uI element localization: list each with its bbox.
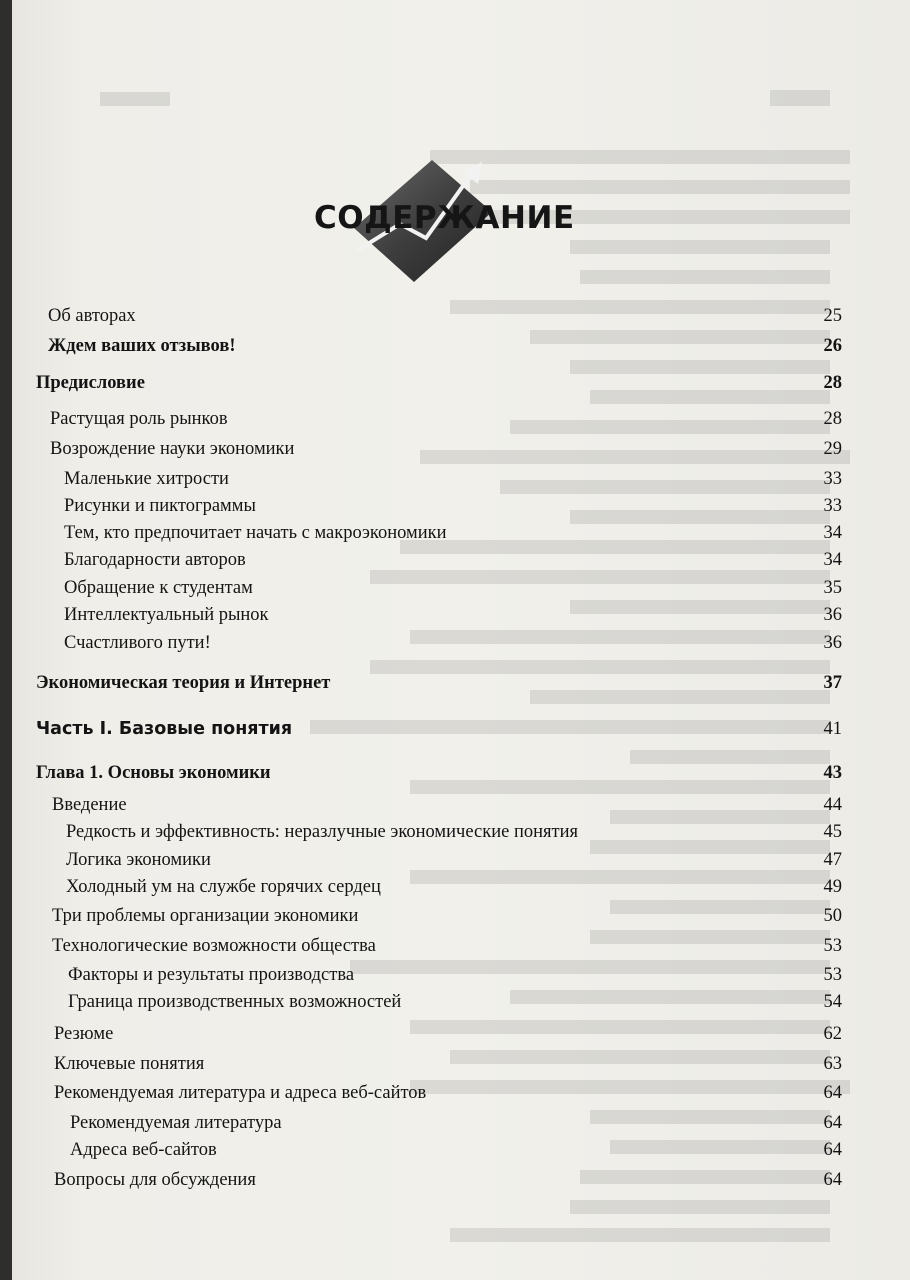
toc-entry-page: 26 xyxy=(823,336,842,356)
toc-entry xyxy=(12,903,910,929)
toc-entry xyxy=(12,520,910,546)
toc-entry xyxy=(12,1110,910,1136)
toc-entry-title: Вопросы для обсуждения xyxy=(54,1170,256,1190)
toc-entry-page: 44 xyxy=(823,795,842,815)
toc-entry xyxy=(12,303,910,329)
toc-entry-title: Рекомендуемая литература и адреса веб-сайтов xyxy=(54,1083,427,1103)
toc-entry xyxy=(12,670,910,696)
toc-entry xyxy=(12,819,910,845)
toc-entry-page: 37 xyxy=(823,673,842,693)
toc-entry xyxy=(12,333,910,359)
toc-entry xyxy=(12,406,910,432)
toc-entry-page: 64 xyxy=(823,1113,842,1133)
toc-entry-title: Редкость и эффективность: неразлучные экономические понятия xyxy=(66,822,578,842)
toc-entry-title: Резюме xyxy=(54,1024,114,1044)
toc-entry-title: Обращение к студентам xyxy=(64,578,253,598)
toc-entry-title: Введение xyxy=(52,795,127,815)
toc-entry-title: Интеллектуальный рынок xyxy=(64,605,269,625)
toc-entry-page: 63 xyxy=(823,1054,842,1074)
toc-chapter-entry xyxy=(12,760,910,786)
toc-entry xyxy=(12,466,910,492)
toc-entry-page: 64 xyxy=(823,1170,842,1190)
toc-entry-page: 43 xyxy=(823,763,842,783)
toc-entry xyxy=(12,547,910,573)
toc-entry-title: Счастливого пути! xyxy=(64,633,211,653)
toc-entry-page: 47 xyxy=(823,850,842,870)
toc-entry xyxy=(12,989,910,1015)
toc-entry-title: Возрождение науки экономики xyxy=(50,439,295,459)
toc-entry-page: 36 xyxy=(823,633,842,653)
toc-entry-page: 34 xyxy=(823,550,842,570)
toc-entry-title: Часть I. Базовые понятия xyxy=(36,719,293,739)
toc-entry-title: Три проблемы организации экономики xyxy=(52,906,359,926)
toc-entry xyxy=(12,1080,910,1106)
toc-entry-page: 28 xyxy=(823,373,842,393)
toc-entry-title: Адреса веб-сайтов xyxy=(70,1140,217,1160)
toc-entry-page: 54 xyxy=(823,992,842,1012)
toc-entry-page: 64 xyxy=(823,1083,842,1103)
toc-entry-page: 33 xyxy=(823,496,842,516)
toc-entry xyxy=(12,575,910,601)
toc-entry-page: 41 xyxy=(823,719,842,739)
toc-entry xyxy=(12,602,910,628)
toc-entry-title: Ждем ваших отзывов! xyxy=(48,336,236,356)
book-page xyxy=(12,0,910,1280)
toc-entry-title: Рекомендуемая литература xyxy=(70,1113,282,1133)
toc-entry-title: Граница производственных возможностей xyxy=(68,992,402,1012)
toc-entry-page: 29 xyxy=(823,439,842,459)
toc-entry-page: 25 xyxy=(823,306,842,326)
toc-entry xyxy=(12,1021,910,1047)
toc-entry-title: Факторы и результаты производства xyxy=(68,965,355,985)
toc-entry xyxy=(12,493,910,519)
toc-entry xyxy=(12,370,910,396)
toc-entry-page: 53 xyxy=(823,936,842,956)
toc-entry-title: Глава 1. Основы экономики xyxy=(36,763,271,783)
toc-entry xyxy=(12,874,910,900)
toc-entry-title: Об авторах xyxy=(48,306,136,326)
toc-part-entry xyxy=(12,716,910,742)
toc-entry xyxy=(12,1167,910,1193)
toc-entry-title: Ключевые понятия xyxy=(54,1054,205,1074)
toc-entry-page: 45 xyxy=(823,822,842,842)
toc-entry-title: Благодарности авторов xyxy=(64,550,246,570)
toc-entry-title: Экономическая теория и Интернет xyxy=(36,673,331,693)
toc-entry-title: Маленькие хитрости xyxy=(64,469,229,489)
toc-entry-title: Холодный ум на службе горячих сердец xyxy=(66,877,381,897)
toc-entry-page: 50 xyxy=(823,906,842,926)
toc-entry-title: Рисунки и пиктограммы xyxy=(64,496,256,516)
toc-entry-page: 62 xyxy=(823,1024,842,1044)
contents-logo xyxy=(314,158,575,284)
toc-entry xyxy=(12,630,910,656)
toc-entry-page: 33 xyxy=(823,469,842,489)
toc-entry-page: 53 xyxy=(823,965,842,985)
toc-entry xyxy=(12,933,910,959)
toc-entry xyxy=(12,847,910,873)
toc-entry xyxy=(12,1051,910,1077)
toc-entry-title: Растущая роль рынков xyxy=(50,409,228,429)
toc-entry xyxy=(12,436,910,462)
toc-entry-title: Логика экономики xyxy=(66,850,211,870)
toc-entry-title: Технологические возможности общества xyxy=(52,936,376,956)
toc-entry-page: 35 xyxy=(823,578,842,598)
toc-entry xyxy=(12,792,910,818)
toc-entry-page: 49 xyxy=(823,877,842,897)
toc-entry-page: 34 xyxy=(823,523,842,543)
toc-entry-title: Предисловие xyxy=(36,373,145,393)
toc-entry xyxy=(12,962,910,988)
toc-entry-page: 28 xyxy=(823,409,842,429)
toc-entry-title: Тем, кто предпочитает начать с макроэкономики xyxy=(64,523,447,543)
toc-entry-page: 64 xyxy=(823,1140,842,1160)
contents-title: СОДЕРЖАНИЕ xyxy=(314,200,575,236)
toc-entry-page: 36 xyxy=(823,605,842,625)
toc-entry xyxy=(12,1137,910,1163)
